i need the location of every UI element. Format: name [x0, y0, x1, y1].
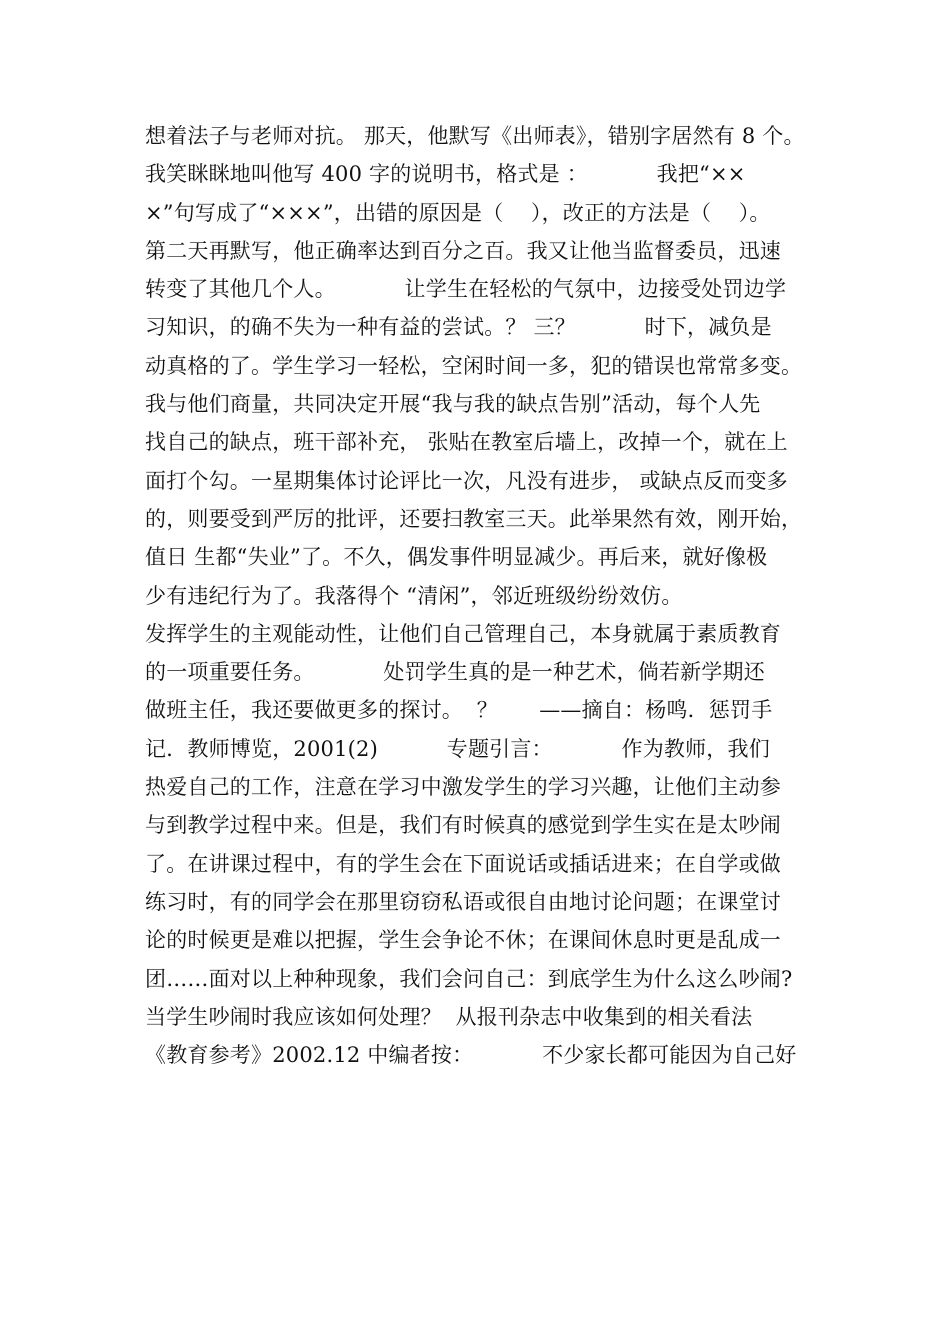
text-line: 习知识，的确不失为一种有益的尝试。？ 三？ 时下，减负是 [145, 315, 772, 340]
text-line: 第二天再默写，他正确率达到百分之百。我又让他当监督委员，迅速 [145, 238, 781, 263]
text-line: 做班主任，我还要做更多的探讨。 ？ ——摘自：杨鸣．惩罚手 [145, 698, 773, 723]
text-line: 转变了其他几个人。 让学生在轻松的气氛中，边接受处罚边学 [145, 277, 787, 302]
text-line: 团……面对以上种种现象，我们会问自己：到底学生为什么这么吵闹? [145, 966, 793, 991]
text-line: 的，则要受到严厉的批评，还要扫教室三天。此举果然有效，刚开始， [145, 506, 803, 531]
body-text [145, 117, 825, 1074]
text-line: 记．教师博览，2001(2) 专题引言： 作为教师，我们 [145, 736, 770, 761]
text-line: 练习时，有的同学会在那里窃窃私语或很自由地讨论问题；在课堂讨 [145, 889, 781, 914]
text-line: ×”句写成了“×××”，出错的原因是（ ），改正的方法是（ ）。 [145, 200, 771, 225]
text-line: 值日 生都“失业”了。不久，偶发事件明显减少。再后来，就好像极 [145, 545, 768, 570]
text-line: 《教育参考》2002.12 中编者按： 不少家长都可能因为自己好 [145, 1043, 797, 1068]
text-line: 找自己的缺点，班干部补充， 张贴在教室后墙上，改掉一个，就在上 [145, 430, 788, 455]
text-line: 少有违纪行为了。我落得个 “清闲”，邻近班级纷纷效仿。 [145, 583, 683, 608]
text-line: 热爱自己的工作，注意在学习中激发学生的学习兴趣，让他们主动参 [145, 775, 781, 800]
text-line: 发挥学生的主观能动性，让他们自己管理自己，本身就属于素质教育 [145, 621, 781, 646]
text-line: 论的时候更是难以把握，学生会争论不休；在课间休息时更是乱成一 [145, 928, 781, 953]
text-line: 我笑眯眯地叫他写 400 字的说明书，格式是 ： 我把“×× [145, 162, 746, 187]
text-line: 面打个勾。一星期集体讨论评比一次，凡没有进步， 或缺点反而变多 [145, 468, 788, 493]
text-line: 了。在讲课过程中，有的学生会在下面说话或插话进来；在自学或做 [145, 851, 781, 876]
text-line: 想着法子与老师对抗。 那天，他默写《出师表》，错别字居然有 8 个。 [145, 124, 805, 148]
text-line: 动真格的了。学生学习一轻松，空闲时间一多，犯的错误也常常多变。 [145, 353, 803, 378]
text-line: 当学生吵闹时我应该如何处理？ 从报刊杂志中收集到的相关看法 [145, 1004, 753, 1029]
text-line: 的一项重要任务。 处罚学生真的是一种艺术，倘若新学期还 [145, 660, 765, 685]
text-line: 与到教学过程中来。但是，我们有时候真的感觉到学生实在是太吵闹 [145, 813, 781, 838]
text-line: 我与他们商量，共同决定开展“我与我的缺点告别”活动，每个人先 [145, 392, 761, 417]
